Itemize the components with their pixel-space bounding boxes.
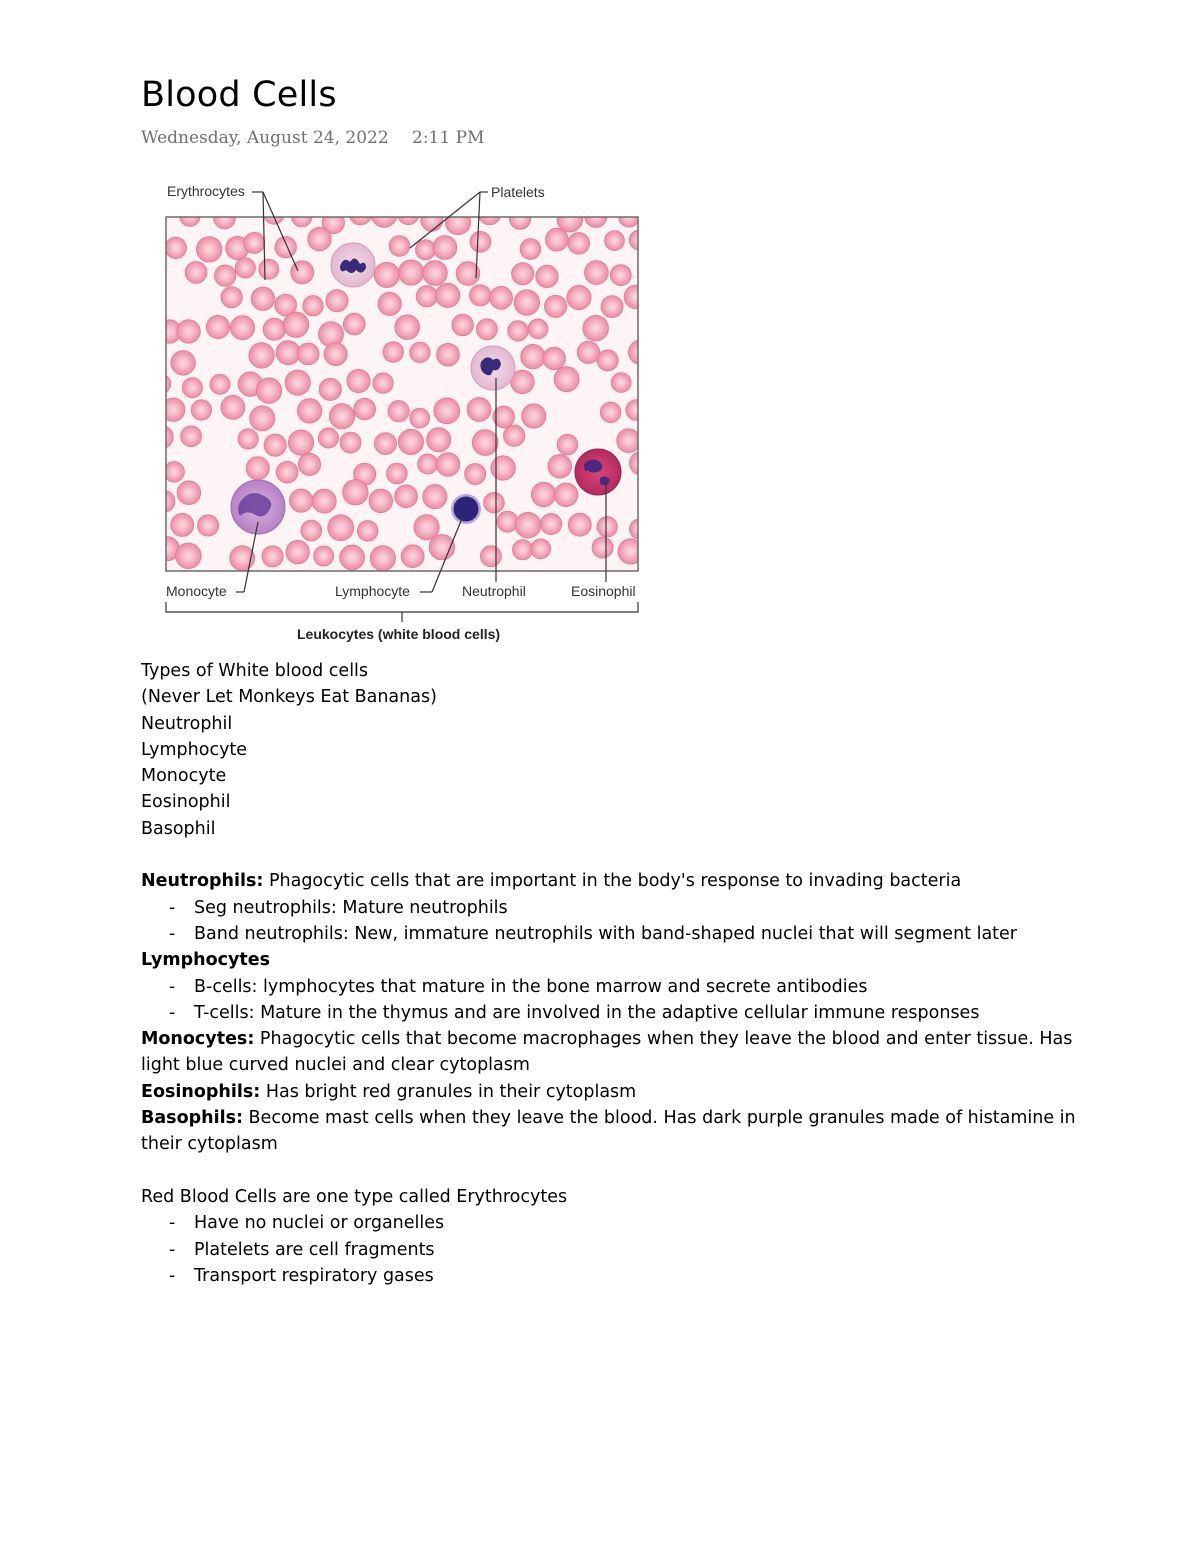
erythrocyte [238, 429, 258, 449]
erythrocyte [514, 290, 540, 316]
erythrocyte [264, 434, 286, 456]
erythrocyte [629, 519, 649, 539]
erythrocyte [398, 260, 423, 285]
erythrocyte [452, 314, 474, 336]
erythrocyte [467, 397, 491, 421]
neutrophil-cell-1 [331, 243, 375, 287]
erythrocyte [343, 313, 365, 335]
erythrocyte [465, 463, 486, 484]
basophils-desc: Become mast cells when they leave the blood. Has dark purple granules made of histamine in their cytoplasm [141, 1108, 1076, 1155]
erythrocyte [410, 342, 431, 363]
erythrocyte [374, 262, 399, 287]
erythrocyte [600, 402, 621, 423]
erythrocyte [387, 463, 408, 484]
erythrocyte [383, 342, 404, 363]
list-item [141, 921, 1081, 947]
erythrocyte [515, 512, 541, 538]
eosinophils-paragraph [141, 1079, 1081, 1105]
erythrocyte [246, 457, 269, 480]
erythrocyte [177, 481, 201, 505]
erythrocyte [283, 312, 309, 338]
erythrocyte [436, 453, 460, 477]
erythrocyte [436, 283, 460, 307]
rbc-list [141, 1210, 1081, 1289]
monocyte-cell [231, 480, 285, 534]
erythrocyte [445, 209, 470, 234]
monocytes-paragraph [141, 1026, 1081, 1079]
erythrocyte [389, 236, 410, 257]
erythrocyte [601, 296, 623, 318]
list-item [141, 1237, 1081, 1263]
erythrocyte [490, 286, 513, 309]
erythrocyte [577, 341, 600, 364]
erythrocyte [543, 347, 566, 370]
type-item: Lymphocyte [141, 739, 248, 760]
label-neutrophil: Neutrophil [462, 583, 526, 599]
erythrocyte [357, 520, 378, 541]
erythrocyte [427, 428, 451, 452]
erythrocyte [395, 315, 420, 340]
erythrocyte [469, 285, 491, 307]
erythrocyte [206, 315, 229, 338]
erythrocyte [568, 232, 590, 254]
erythrocyte [214, 207, 236, 229]
list-item-text: B-cells: lymphocytes that mature in the bone marrow and secrete antibodies [194, 976, 868, 997]
erythrocyte [478, 203, 500, 225]
erythrocyte [508, 321, 529, 342]
erythrocyte [611, 373, 631, 393]
page-date: Wednesday, August 24, 2022 [141, 128, 389, 148]
label-erythrocytes: Erythrocytes [167, 183, 245, 199]
erythrocyte [318, 322, 343, 347]
erythrocyte [398, 429, 423, 454]
list-item-text: Have no nuclei or organelles [194, 1213, 445, 1234]
erythrocyte [629, 452, 650, 475]
eosinophil-cell [575, 449, 621, 495]
erythrocyte [470, 231, 491, 252]
erythrocyte [629, 230, 650, 251]
erythrocyte [388, 400, 409, 421]
erythrocyte [340, 545, 365, 570]
list-item [141, 1210, 1081, 1236]
erythrocyte [626, 400, 647, 421]
erythrocyte [371, 201, 397, 227]
rbc-heading: Red Blood Cells are one type called Erythrocytes [141, 1186, 568, 1207]
erythrocyte [592, 537, 613, 558]
erythrocyte [418, 454, 438, 474]
erythrocyte [584, 261, 608, 285]
erythrocyte [521, 344, 546, 369]
list-item [141, 974, 1081, 1000]
erythrocyte [181, 426, 202, 447]
erythrocyte [328, 515, 354, 541]
lymphocyte-cell [451, 494, 481, 524]
erythrocyte [177, 320, 201, 344]
erythrocyte [437, 343, 460, 366]
erythrocyte [286, 540, 310, 564]
erythrocyte [618, 539, 643, 564]
page-time: 2:11 PM [412, 128, 485, 148]
erythrocyte [162, 398, 186, 422]
erythrocyte [397, 203, 419, 225]
erythrocyte [196, 237, 222, 263]
erythrocyte [434, 398, 460, 424]
erythrocyte [610, 265, 631, 286]
erythrocyte [597, 516, 618, 537]
type-item: Neutrophil [141, 713, 233, 734]
erythrocyte [324, 343, 347, 366]
erythrocyte [262, 546, 283, 567]
erythrocyte [583, 315, 609, 341]
erythrocyte [318, 428, 338, 448]
neutrophil-cell-2 [471, 346, 515, 390]
eosinophils-desc: Has bright red granules in their cytoplasm [260, 1081, 637, 1102]
erythrocyte [308, 227, 332, 251]
erythrocyte [415, 240, 435, 260]
dash: - [169, 897, 176, 918]
erythrocyte [497, 511, 518, 532]
erythrocyte [410, 408, 430, 428]
mnemonic: (Never Let Monkeys Eat Bananas) [141, 687, 437, 708]
erythrocyte [251, 287, 275, 311]
erythrocyte [373, 373, 394, 394]
erythrocyte [540, 513, 561, 534]
lymphocytes-paragraph [141, 947, 1081, 973]
label-monocyte: Monocyte [166, 583, 227, 599]
erythrocyte [249, 343, 275, 369]
erythrocyte [416, 286, 437, 307]
blood-smear-figure [160, 178, 650, 650]
erythrocyte [557, 206, 583, 232]
erythrocyte [423, 484, 447, 508]
erythrocyte [536, 265, 559, 288]
erythrocyte [314, 546, 334, 566]
erythrocyte [291, 261, 314, 284]
erythrocyte [433, 236, 457, 260]
erythrocyte [259, 259, 279, 279]
list-item-text: Band neutrophils: New, immature neutrophils with band-shaped nuclei that will segment later [194, 923, 1017, 944]
basophils-paragraph [141, 1105, 1081, 1158]
label-platelets: Platelets [491, 184, 545, 200]
erythrocyte [520, 239, 541, 260]
erythrocyte [176, 543, 202, 569]
erythrocyte [347, 369, 370, 392]
erythrocyte [503, 425, 525, 447]
erythrocyte [531, 482, 556, 507]
erythrocyte [421, 209, 443, 231]
types-heading: Types of White blood cells [141, 661, 369, 681]
erythrocyte [349, 202, 372, 225]
erythrocyte [544, 295, 566, 317]
erythrocyte [491, 456, 516, 481]
erythrocyte [297, 399, 322, 424]
erythrocyte [214, 265, 236, 287]
erythrocyte [221, 395, 245, 419]
erythrocyte [395, 485, 418, 508]
erythrocyte [197, 515, 218, 536]
erythrocyte [423, 261, 448, 286]
erythrocyte [374, 433, 396, 455]
type-item: Eosinophil [141, 792, 231, 813]
erythrocyte [370, 546, 395, 571]
erythrocyte [567, 285, 591, 309]
list-item [141, 1263, 1081, 1289]
list-item [141, 1000, 1081, 1026]
monocytes-term: Monocytes: [141, 1029, 255, 1050]
erythrocyte [617, 429, 641, 453]
erythrocyte [528, 319, 548, 339]
list-item-text: T-cells: Mature in the thymus and are involved in the adaptive cellular immune responses [194, 1002, 980, 1023]
erythrocyte [326, 290, 348, 312]
erythrocyte [221, 287, 242, 308]
erythrocyte [182, 378, 202, 398]
notes-body [141, 658, 1081, 1289]
erythrocyte [275, 236, 297, 258]
erythrocyte [512, 263, 534, 285]
list-item [141, 895, 1081, 921]
basophils-term: Basophils: [141, 1108, 243, 1129]
erythrocyte [288, 430, 313, 455]
erythrocyte [531, 539, 551, 559]
erythrocyte [509, 208, 530, 229]
erythrocyte [263, 318, 285, 340]
dash: - [169, 1265, 176, 1286]
blood-smear-illustration [160, 178, 650, 650]
erythrocyte [319, 378, 341, 400]
label-lymphocyte: Lymphocyte [335, 583, 410, 599]
neutrophils-term: Neutrophils: [141, 871, 264, 892]
lymphocytes-term: Lymphocytes [141, 950, 271, 971]
erythrocyte [545, 228, 568, 251]
erythrocyte [244, 232, 265, 253]
erythrocyte [554, 483, 578, 507]
erythrocyte [210, 374, 230, 394]
erythrocyte [250, 406, 275, 431]
erythrocyte [301, 520, 322, 541]
erythrocyte [312, 489, 336, 513]
erythrocyte [548, 454, 572, 478]
erythrocyte [476, 319, 497, 340]
erythrocyte [378, 292, 401, 315]
neutrophils-list [141, 895, 1081, 948]
type-item: Basophil [141, 818, 216, 839]
erythrocyte [164, 461, 185, 482]
neutrophils-paragraph [141, 868, 1081, 894]
erythrocyte [256, 378, 282, 404]
dash: - [169, 923, 176, 944]
neutrophils-desc: Phagocytic cells that are important in the body's response to invading bacteria [263, 871, 962, 892]
erythrocyte [354, 398, 376, 420]
erythrocyte [285, 370, 310, 395]
erythrocyte [597, 350, 618, 371]
eosinophils-term: Eosinophils: [141, 1081, 261, 1102]
erythrocyte [605, 231, 625, 251]
dash: - [169, 1002, 176, 1023]
erythrocyte [401, 545, 424, 568]
lymphocytes-list [141, 974, 1081, 1027]
erythrocyte [557, 434, 578, 455]
erythrocyte [171, 513, 194, 536]
list-item-text: Seg neutrophils: Mature neutrophils [194, 897, 508, 918]
erythrocyte [329, 404, 354, 429]
erythrocyte [191, 400, 212, 421]
dash: - [169, 1239, 176, 1260]
erythrocyte [289, 489, 312, 512]
erythrocyte [235, 258, 255, 278]
erythrocyte [276, 461, 298, 483]
erythrocyte [554, 367, 579, 392]
label-eosinophil: Eosinophil [571, 583, 636, 599]
erythrocyte [230, 316, 254, 340]
erythrocyte [298, 453, 320, 475]
erythrocyte [472, 430, 498, 456]
page-title: Blood Cells [141, 75, 337, 115]
erythrocyte [628, 340, 650, 365]
label-leukocytes: Leukocytes (white blood cells) [297, 626, 501, 642]
erythrocyte [480, 546, 501, 567]
list-item-text: Transport respiratory gases [194, 1265, 434, 1286]
erythrocyte [171, 351, 196, 376]
dash: - [169, 976, 176, 997]
erythrocyte [624, 285, 648, 309]
erythrocyte [369, 489, 393, 513]
erythrocyte [522, 404, 546, 428]
dash: - [169, 1213, 176, 1234]
erythrocyte [264, 203, 285, 224]
erythrocyte [484, 492, 505, 513]
erythrocyte [185, 261, 207, 283]
erythrocyte [568, 513, 591, 536]
erythrocyte [303, 295, 324, 316]
erythrocyte [343, 479, 369, 505]
erythrocyte [297, 343, 319, 365]
erythrocyte [340, 432, 361, 453]
type-item: Monocyte [141, 766, 227, 787]
erythrocyte [276, 341, 300, 365]
erythrocyte [512, 540, 532, 560]
list-item-text: Platelets are cell fragments [194, 1239, 435, 1260]
monocytes-desc: Phagocytic cells that become macrophages when they leave the blood and enter tissue. Has light blue curved nuclei and clear cytoplasm [141, 1029, 1073, 1076]
erythrocyte [165, 237, 187, 259]
